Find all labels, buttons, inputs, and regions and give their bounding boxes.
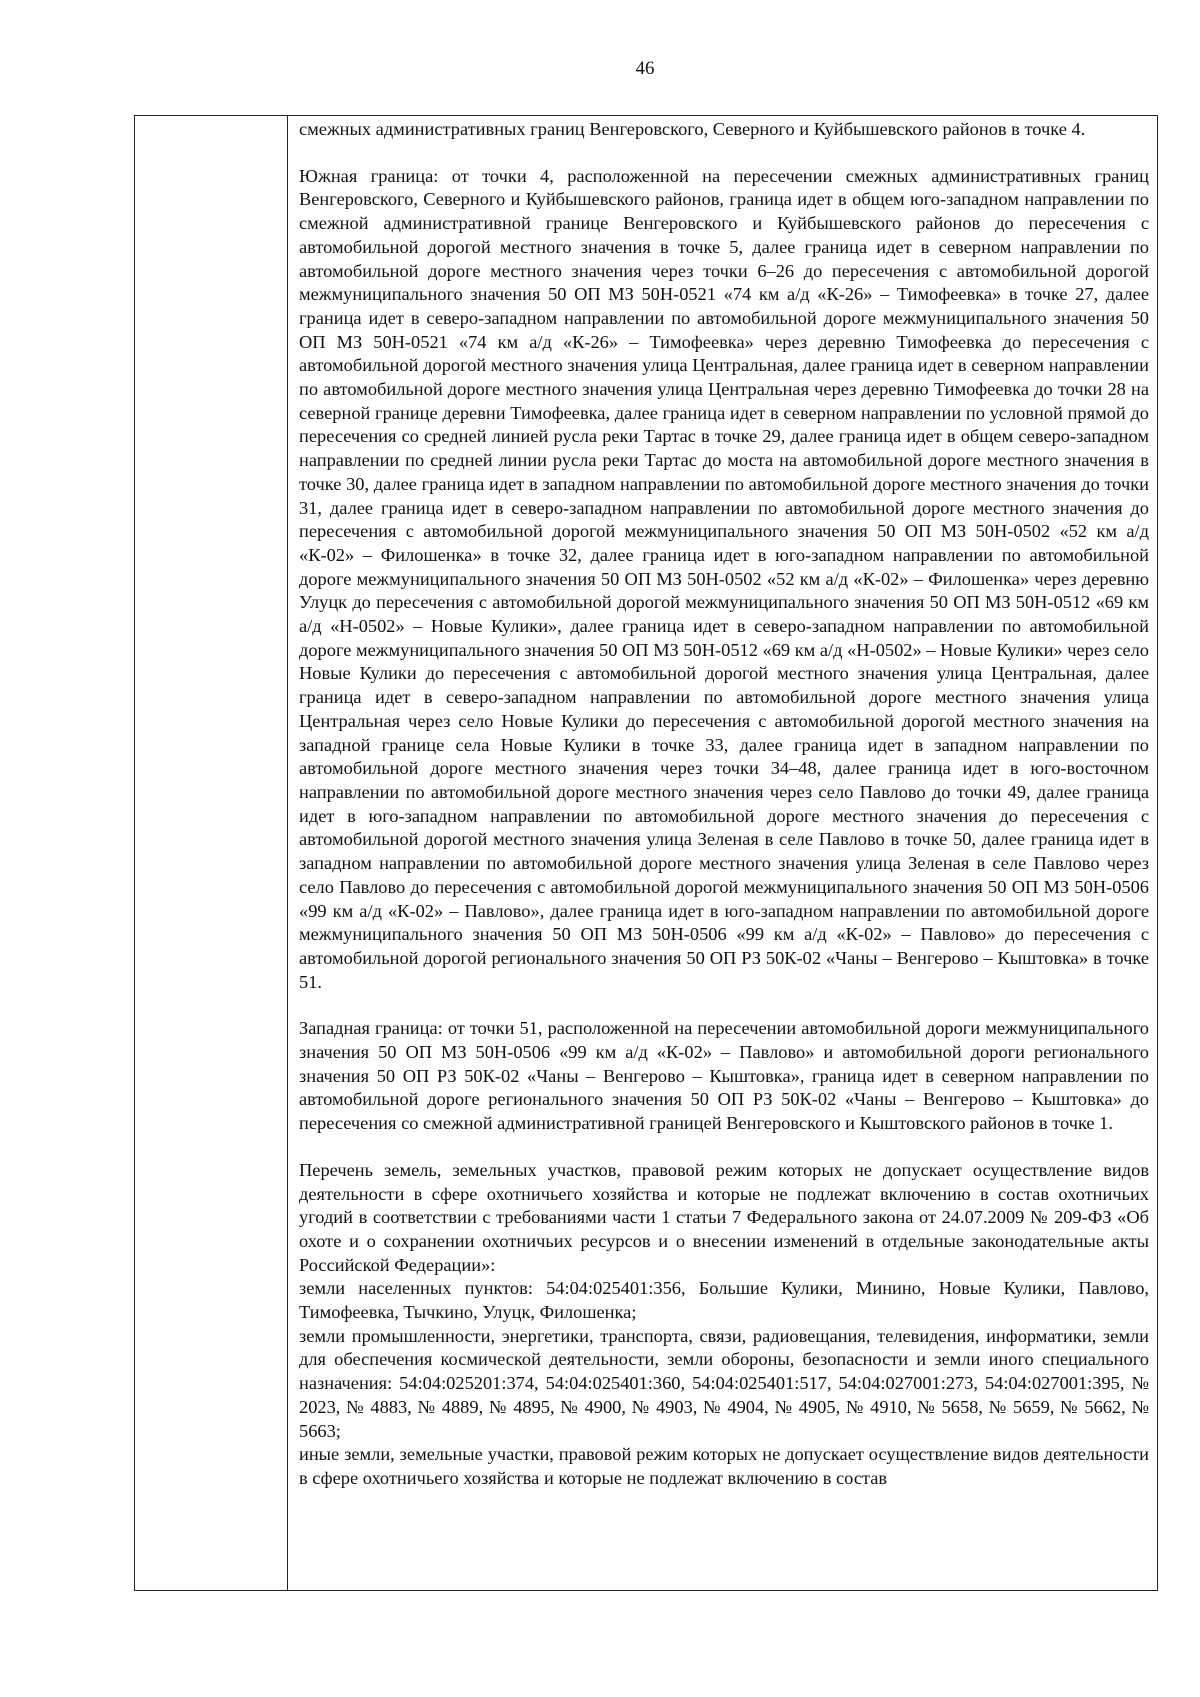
- paragraph-southern-border: Южная граница: от точки 4, расположенной на пересечении смежных административных границ Венгеровского, Северного и Куйбышевского районов, граница идет в общем юго-западном направлении по смежной административной границе Венгеровского и Куйбышевского районов до пересечения с автомобильной дорогой местного значения в точке 5, далее граница идет в северном направлении по автомобильной дороге местного значения через точки 6–26 до пересечения с автомобильной дорогой межмуниципального значения 50 ОП МЗ 50Н-0521 «74 км а/д «К-26» – Тимофеевка» в точке 27, далее граница идет в северо-западном направлении по автомобильной дороге межмуниципального значения 50 ОП МЗ 50Н-0521 «74 км а/д «К-26» – Тимофеевка» через деревню Тимофеевка до пересечения с автомобильной дорогой местного значения улица Центральная, далее граница идет в северном направлении по автомобильной дороге местного значения улица Центральная через деревню Тимофеевка до точки 28 на северной границе деревни Тимофеевка, далее граница идет в северном направлении по условной прямой до пересечения со средней линией русла реки Тартас в точке 29, далее граница идет в общем северо-западном направлении по средней линии русла реки Тартас до моста на автомобильной дороге местного значения в точке 30, далее граница идет в западном направлении по автомобильной дороге местного значения до точки 31, далее граница идет в северо-западном направлении по автомобильной дороге местного значения до пересечения с автомобильной дорогой межмуниципального значения 50 ОП МЗ 50Н-0502 «52 км а/д «К-02» – Филошенка» в точке 32, далее граница идет в юго-западном направлении по автомобильной дороге межмуниципального значения 50 ОП МЗ 50Н-0502 «52 км а/д «К-02» – Филошенка» через деревню Улуцк до пересечения с автомобильной дорогой межмуниципального значения 50 ОП МЗ 50Н-0512 «69 км а/д «Н-0502» – Новые Кулики», далее граница идет в северо-западном направлении по автомобильной дороге межмуниципального значения 50 ОП МЗ 50Н-0512 «69 км а/д «Н-0502» – Новые Кулики» через село Новые Кулики до пересечения с автомобильной дорогой местного значения улица Центральная, далее граница идет в северо-западном направлении по автомобильной дороге местного значения улица Центральная через село Новые Кулики до пересечения с автомобильной дорогой местного значения на западной границе села Новые Кулики в точке 33, далее граница идет в западном направлении по автомобильной дороге местного значения через точки 34–48, далее граница идет в юго-восточном направлении по автомобильной дороге местного значения через село Павлово до точки 49, далее граница идет в юго-западном направлении по автомобильной дороге местного значения до пересечения с автомобильной дорогой местного значения улица Зеленая в селе Павлово в точке 50, далее граница идет в западном направлении по автомобильной дороге местного значения улица Зеленая в селе Павлово через село Павлово до пересечения с автомобильной дорогой межмуниципального значения 50 ОП МЗ 50Н-0506 «99 км а/д «К-02» – Павлово», далее граница идет в юго-западном направлении по автомобильной дороге межмуниципального значения 50 ОП МЗ 50Н-0506 «99 км а/д «К-02» – Павлово» до пересечения с автомобильной дорогой регионального значения 50 ОП РЗ 50К-02 «Чаны – Венгерово – Кыштовка» в точке 51.: [299, 165, 1149, 992]
- page-number: 46: [635, 58, 655, 79]
- paragraph-western-border: Западная граница: от точки 51, расположенной на пересечении автомобильной дороги межмуниципального значения 50 ОП МЗ 50Н-0506 «99 км а/д «К-02» – Павлово» и автомобильной дороги регионального значения 50 ОП РЗ 50К-02 «Чаны – Венгерово – Кыштовка», граница идет в северном направлении по автомобильной дороге регионального значения 50 ОП РЗ 50К-02 «Чаны – Венгерово – Кыштовка» до пересечения со смежной административной границей Венгеровского и Кыштовского районов в точке 1.: [299, 1018, 1149, 1134]
- table-text-cell: [299, 118, 1149, 1588]
- document-table: [134, 115, 1158, 1591]
- paragraph-settlement-lands: земли населенных пунктов: 54:04:025401:356, Большие Кулики, Минино, Новые Кулики, Павлово, Тимофеевка, Тычкино, Улуцк, Филошенка;: [299, 1278, 1149, 1323]
- paragraph-special-purpose-lands: земли промышленности, энергетики, транспорта, связи, радиовещания, телевидения, информатики, земли для обеспечения космической деятельности, земли обороны, безопасности и земли иного специального назначения: 54:04:025201:374, 54:04:025401:360, 54:04:025401:517, 54:04:027001:273, 54:04:027001:395, № 2023, № 4883, № 4889, № 4895, № 4900, № 4903, № 4904, № 4905, № 4910, № 5658, № 5659, № 5662, № 5663;: [299, 1325, 1149, 1441]
- paragraph-other-lands: иные земли, земельные участки, правовой режим которых не допускает осуществление видов деятельности в сфере охотничьего хозяйства и которые не подлежат включению в состав: [299, 1444, 1149, 1488]
- paragraph-continuation: смежных административных границ Венгеровского, Северного и Куйбышевского районов в точке 4.: [299, 119, 1086, 139]
- paragraph-land-list-intro: Перечень земель, земельных участков, правовой режим которых не допускает осуществление видов деятельности в сфере охотничьего хозяйства и которые не подлежат включению в состав охотничьих угодий в соответствии с требованиями части 1 статьи 7 Федерального закона от 24.07.2009 № 209-ФЗ «Об охоте и о сохранении охотничьих ресурсов и о внесении изменений в отдельные законодательные акты Российской Федерации»:: [299, 1159, 1149, 1275]
- table-left-column: [135, 116, 288, 1590]
